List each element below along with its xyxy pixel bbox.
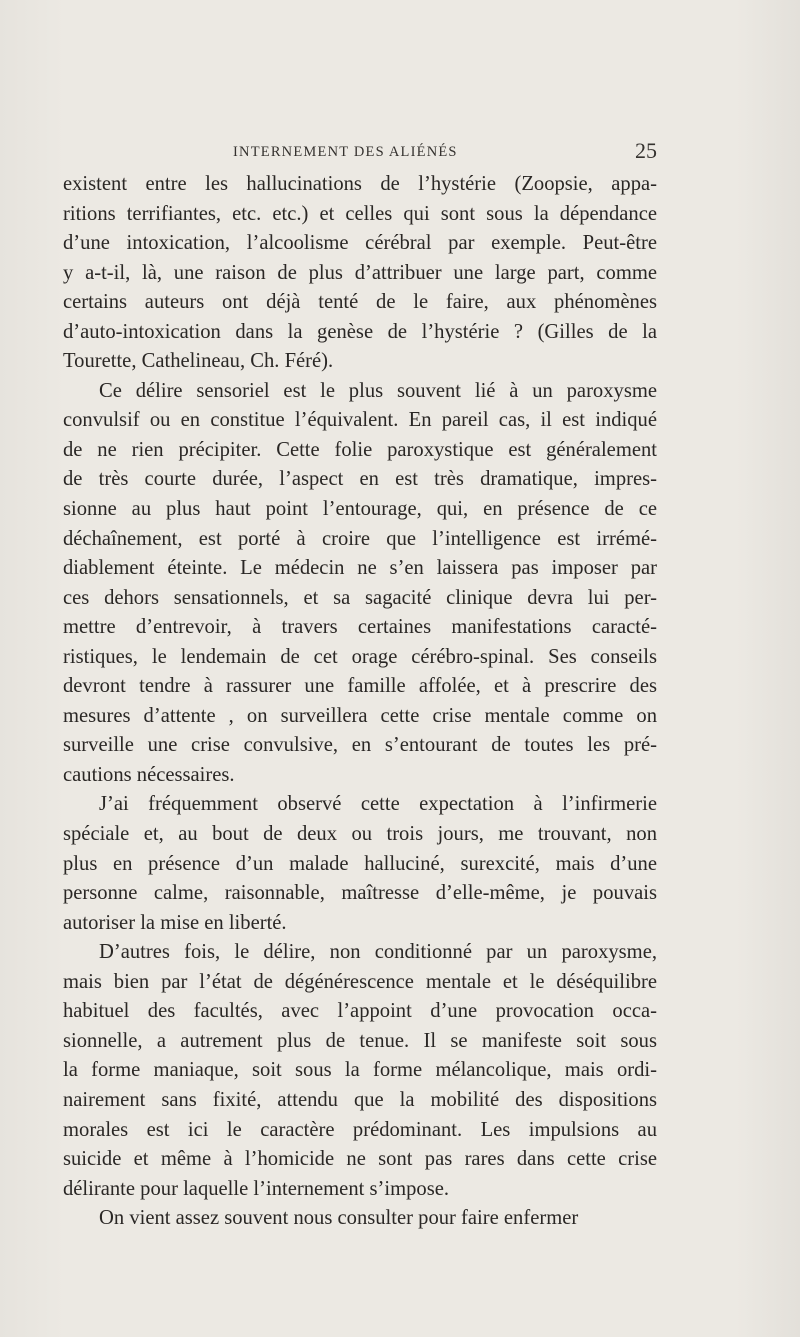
- text-line: de très courte durée, l’aspect en est très dramatique, impres-: [63, 468, 657, 491]
- text-line: personne calme, raisonnable, maîtresse d’elle-même, je pouvais: [63, 882, 657, 905]
- text-line: On vient assez souvent nous consulter pour faire enfermer: [99, 1207, 579, 1230]
- page-number: 25: [635, 138, 657, 163]
- paragraph: [63, 1204, 657, 1234]
- text-line: y a-t-il, là, une raison de plus d’attribuer une large part, comme: [63, 261, 657, 284]
- text-line: suicide et même à l’homicide ne sont pas rares dans cette crise: [63, 1148, 657, 1171]
- text-line: Ce délire sensoriel est le plus souvent lié à un paroxysme: [99, 379, 657, 402]
- text-line: ces dehors sensationnels, et sa sagacité clinique devra lui per-: [63, 586, 657, 609]
- text-line: cautions nécessaires.: [63, 763, 235, 786]
- text-line: nairement sans fixité, attendu que la mobilité des dispositions: [63, 1088, 657, 1111]
- text-line: Tourette, Cathelineau, Ch. Féré).: [63, 350, 334, 373]
- text-line: existent entre les hallucinations de l’hystérie (Zoopsie, appa-: [63, 173, 657, 195]
- text-line: devront tendre à rassurer une famille affolée, et à prescrire des: [63, 675, 657, 698]
- paragraph: [63, 377, 657, 791]
- text-line: d’auto-intoxication dans la genèse de l’hystérie ? (Gilles de la: [63, 320, 657, 343]
- paragraph: [63, 938, 657, 1204]
- paragraph: [63, 790, 657, 938]
- text-line: spéciale et, au bout de deux ou trois jours, me trouvant, non: [63, 823, 657, 846]
- text-line: morales est ici le caractère prédominant. Les impulsions au: [63, 1118, 657, 1141]
- text-line: plus en présence d’un malade halluciné, surexcité, mais d’une: [63, 852, 657, 875]
- text-line: diablement éteinte. Le médecin ne s’en laissera pas imposer par: [63, 557, 657, 580]
- running-header: [63, 138, 657, 168]
- text-line: J’ai fréquemment observé cette expectation à l’infirmerie: [99, 793, 657, 816]
- text-line: mais bien par l’état de dégénérescence mentale et le déséquilibre: [63, 970, 657, 993]
- text-line: ritions terrifiantes, etc. etc.) et celles qui sont sous la dépendance: [63, 202, 657, 225]
- body-text: [63, 170, 657, 1234]
- text-line: de ne rien précipiter. Cette folie paroxystique est généralement: [63, 438, 657, 461]
- text-line: mettre d’entrevoir, à travers certaines manifestations caracté-: [63, 616, 657, 639]
- text-line: la forme maniaque, soit sous la forme mélancolique, mais ordi-: [63, 1059, 657, 1082]
- text-line: délirante pour laquelle l’internement s’impose.: [63, 1177, 450, 1200]
- text-line: mesures d’attente , on surveillera cette crise mentale comme on: [63, 704, 657, 727]
- text-line: surveille une crise convulsive, en s’entourant de toutes les pré-: [63, 734, 657, 757]
- text-line: sionnelle, a autrement plus de tenue. Il se manifeste soit sous: [63, 1029, 657, 1052]
- running-title: INTERNEMENT DES ALIÉNÉS: [233, 144, 458, 160]
- text-line: d’une intoxication, l’alcoolisme cérébral par exemple. Peut-être: [63, 232, 657, 255]
- text-line: D’autres fois, le délire, non conditionné par un paroxysme,: [99, 941, 657, 964]
- text-line: déchaînement, est porté à croire que l’intelligence est irrémé-: [63, 527, 657, 550]
- text-line: habituel des facultés, avec l’appoint d’une provocation occa-: [63, 1000, 657, 1023]
- text-line: certains auteurs ont déjà tenté de le faire, aux phénomènes: [63, 291, 657, 314]
- text-line: convulsif ou en constitue l’équivalent. En pareil cas, il est indiqué: [63, 409, 657, 432]
- text-line: sionne au plus haut point l’entourage, qui, en présence de ce: [63, 498, 657, 521]
- text-line: autoriser la mise en liberté.: [63, 911, 287, 934]
- paragraph: [63, 170, 657, 377]
- text-line: ristiques, le lendemain de cet orage cérébro-spinal. Ses conseils: [63, 645, 657, 668]
